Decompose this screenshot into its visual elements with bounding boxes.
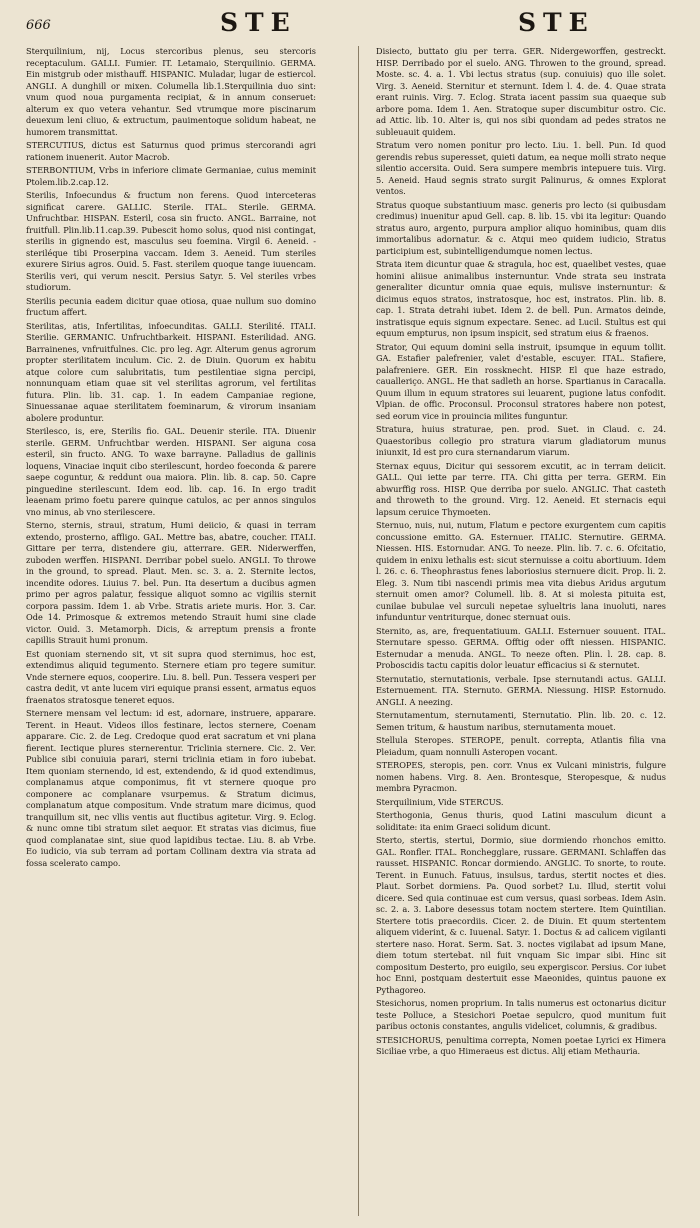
entry: Strator, Qui equum domini sella instruit, ipsumque in equum tollit. GA. Estafier palefrenier, valet d'estable, escuyer. ITAL. Stafiere, palafreniere. GER. Ein rossknecht. HISP. El que haze estrado, caualleriço. ANGL. He that sadleth an horse. Spartianus in Caracalla. Quum illum in equum stratores sui leuarent, pugione latus confodit. Vlpian. de offic. Proconsul. Proconsul stratores habere non potest, sed eorum vice in prouincia milites funguntur. [376, 341, 666, 421]
entry: STESICHORUS, penultima correpta, Nomen poetae Lyrici ex Himera Siciliae vrbe, a quo Himeraeus est dictus. Alij etiam Methauria. [376, 1034, 666, 1056]
entry: Sterto, stertis, stertui, Dormio, siue dormiendo rhonchos emitto. GAL. Ronfler. ITAL. Ronchegglare, russare. GERMANI. Schlaffen das rausset. HISPANIC. Roncar dormiendo. ANGLIC. To snorte, to route. Terent. in Eunuch. Fatuus, insulsus, tardus, stertit noctes et dies. Plaut. Sorbet dormiens. Pa. Quod sorbet? Lu. Illud, stertit volui dicere. Sed quia continuae est cum versus, quasi sorbeas. Idem Asin. sc. 2. a. 3. Labore desessus totam noctem stertere. Item Quintilian. Stertere totis praecordiis. Cicer. 2. de Diuin. Et quum stertentem aliquem viderint, & c. Iuuenal. Satyr. 1. Doctus & ad calicem vigilanti stertere naso. Horat. Serm. Sat. 3. noctes vigilabat ad ipsum Mane, diem totum stertebat. nil fuit vnquam Sic impar sibi. Hinc sit compositum Desterto, pro euigilo, seu expergiscor. Persius. Cor iubet hoc Enni, postquam destertuit esse Maeonides, quintus pauone ex Pythagoreo. [376, 835, 666, 995]
entry: Stratum vero nomen ponitur pro lecto. Liu. 1. bell. Pun. Id quod gerendis rebus superesset, quieti datum, ea neque molli strato neque silentio accersita. Ouid. Sera sumpere membris intepuere tuis. Virg. 5. Aeneid. Haud segnis strato surgit Palinurus, & omnes Explorat ventos. [376, 140, 666, 196]
page-header [0, 8, 700, 42]
entry: Sternutamentum, sternutamenti, Sternutatio. Plin. lib. 20. c. 12. Semen tritum, & haustum naribus, sternutamenta mouet. [376, 710, 666, 732]
entry: Sterthogonia, Genus thuris, quod Latini masculum dicunt a soliditate: ita enim Graeci solidum dicunt. [376, 810, 666, 832]
entry: Sternito, as, are, frequentatiuum. GALLI. Esternuer souuent. ITAL. Sternutare spesso. GERMA. Offtig oder offt niessen. HISPANIC. Esternudar a menuda. ANGL. To neeze often. Plin. l. 28. cap. 8. Proboscidis tactu capitis dolor leuatur efficacius si & sternutet. [376, 625, 666, 670]
entry: Sternuo, nuis, nui, nutum, Flatum e pectore exurgentem cum capitis concussione emitto. GA. Esternuer. ITALIC. Sternutire. GERMA. Niessen. HIS. Estornudar. ANG. To neeze. Plin. lib. 7. c. 6. Ofcitatio, quidem in enixu lethalis est: sicut sternuisse a coitu abortiuum. Idem l. 26. c. 6. Theophrastus fenes laboriosius sternuere dicit. Prop. li. 2. Eleg. 3. Num tibi nascendi primis mea vita diebus Aridus argutum sternuit omen amor? Columell. lib. 8. At si molesta pituita est, cunilae bubulae vel surculi nepetae sylueltris lana inuoluti, nares infunduntur ventriturque, donec sternuat ouis. [376, 520, 666, 622]
entry: STERBONTIUM, Vrbs in inferiore climate Germaniae, cuius meminit Ptolem.lib.2.cap.12. [26, 165, 316, 187]
entry: Sternere mensam vel lectum: id est, adornare, instruere, apparare. Terent. in Heaut. Videos illos festinare, lectos sternere, Coenam apparare. Cic. 2. de Leg. Credoque quod erat sacratum et vni plana fierent. Iectique plures sternerentur. Triclinia sternere. Cic. 2. Ver. Publice sibi conuiuia parari, sterni triclinia etiam in foro iubebat. Item quoniam sternendo, id est, extendendo, & id quod extendimus, complanamus atque componimus, fit vt sternere quoque pro componere ac complanare vsurpemus. & Stratum dicimus, complanatum atque compositum. Vnde stratum mare dicimus, quod tranquillum sit, nec vllis ventis aut fluctibus agitetur. Virg. 9. Eclog. & nunc omne tibi stratum silet aequor. Et stratas vias dicimus, fiue quod complanatae sint, siue quod lapidibus tectae. Liu. 8. ab Vrbe. Eo iudicio, via sub terram ad portam Collinam dextra via strata ad fossa scelerato campo. [26, 708, 316, 868]
entry: Disiecto, buttato giu per terra. GER. Nidergeworffen, gestreckt. HISP. Derribado por el suelo. ANG. Throwen to the ground, spread. Moste. sc. 4. a. 1. Vbi lectus stratus (sup. conuiuis) quo ille solet. Virg. 3. Aeneid. Sternitur et sternunt. Idem l. 4. de. 4. Quae strata erant ruinis. Virg. 7. Eclog. Strata iacent passim sua quaeque sub arbore poma. Idem 1. Aen. Stratoque super discumbitur ostro. Cic. ad Attic. lib. 10. Alter is, qui nos sibi quondam ad pedes stratos ne subleuauit quidem. [376, 46, 666, 137]
entry: Stratus quoque substantiuum masc. generis pro lecto (si quibusdam credimus) inuenitur apud Gell. cap. 8. lib. 15. vbi ita legitur: Quando stratus auro, argento, purpura amplior aliquo hominibus, quam diis immortalibus adornatur. & c. Atqui meo quidem iudicio, Stratus participium est, subintelligendumque nomen lectus. [376, 199, 666, 256]
entry: Sternax equus, Dicitur qui sessorem excutit, ac in terram deiicit. GALL. Qui iette par terre. ITA. Chi gitta per terra. GERM. Ein abwurffig ross. HISP. Que derriba por suelo. ANGLIC. That casteth and throweth to the ground. Virg. 12. Aeneid. Et sternacis equi lapsum ceruice Thymoeten. [376, 460, 666, 517]
entry: Stratura, huius straturae, pen. prod. Suet. in Claud. c. 24. Quaestoribus collegio pro stratura viarum gladiatorum munus iniunxit, Id est pro cura sternandarum viarum. [376, 424, 666, 457]
entry: Est quoniam sternendo sit, vt sit supra quod sternimus, hoc est, extendimus aliquid tegumento. Sternere etiam pro tegere sumitur. Vnde sternere equos, cooperire. Liu. 8. bell. Pun. Tessera vesperi per castra dedit, vt ante lucem viri equique pransi essent, armatus equos fraenatos stratosque teneret equos. [26, 648, 316, 705]
entry: STEROPES, steropis, pen. corr. Vnus ex Vulcani ministris, fulgure nomen habens. Virg. 8. Aen. Brontesque, Steropesque, & nudus membra Pyracmon. [376, 760, 666, 793]
entry: Sternutatio, sternutationis, verbale. Ipse sternutandi actus. GALLI. Esternuement. ITA. Sternuto. GERMA. Niessung. HISP. Estornudo. ANGLI. A neezing. [376, 673, 666, 707]
entry: Strata item dicuntur quae & stragula, hoc est, quaelibet vestes, quae homini aliisue animalibus insternuntur. Vnde strata seu instrata generaliter dicuntur omnia quae equis, mulisve insternuntur: & dicimus equos stratos, instratosque, hoc est, instratos. Plin. lib. 8. cap. 1. Strata detrahi iubet. Idem 2. de bell. Pun. Armatos deinde, instratisque equis signum expectare. Senec. ad Lucil. Stultus est qui equum empturus, non ipsum inspicit, sed stratum eius & fraenos. [376, 259, 666, 338]
page-number: 666 [26, 18, 51, 33]
entry: Stesichorus, nomen proprium. In talis numerus est octonarius dicitur teste Polluce, a Stesichori Poetae sepulcro, quod munitum fuit paribus octonis constantes, angulis videlicet, columnis, & gradibus. [376, 998, 666, 1031]
entry: Sterilis, Infoecundus & fructum non ferens. Quod interceteras significat carere. GALLIC. Sterile. ITAL. Sterile. GERMA. Unfruchtbar. HISPAN. Esteril, cosa sin fructo. ANGL. Barraine, not fruitfull. Plin.lib.11.cap.39. Pubescit homo solus, quod nisi contingat, sterilis in gignendo est, masculus seu foemina. Virgil 6. Aeneid. - steriléque tibi Proserpina vaccam. Idem 3. Aeneid. Tum steriles exurere Sirius agros. Ouid. 5. Fast. sterilem quoque tange iuuencam. Sterilis veri, qui verum nescit. Persius Satyr. 5. Vel steriles vrbes studiorum. [26, 190, 316, 292]
entry: Sterno, sternis, straui, stratum, Humi deiicio, & quasi in terram extendo, prosterno, affligo. GAL. Mettre bas, abatre, coucher. ITALI. Gittare per terra, distendere giu, atterrare. GER. Niderwerffen, zuboden werffen. HISPANI. Derribar pobel suelo. ANGLI. To throwe in the ground, to spread. Plaut. Men. sc. 3. a. 2. Sternite lectos, incendite odores. Liuius 7. bel. Pun. Ita desertum a ducibus agmen primo per agros palatur, fessique aliquot somno ac vigiliis sternit corpora passim. Idem 1. ab Vrbe. Stratis ariete muris. Hor. 3. Car. Ode 14. Primosque & extremos metendo Strauit humi sine clade victor. Ouid. 3. Metamorph. Dicis, & arreptum prensis a fronte capillis Strauit humi pronum. [26, 520, 316, 645]
running-headword-left: STE [220, 8, 297, 37]
right-column [376, 46, 666, 1218]
entry: Stellula Steropes. STEROPE, penult. correpta, Atlantis filia vna Pleiadum, quam nonnulli Asteropen vocant. [376, 735, 666, 757]
entry: Sterilesco, is, ere, Sterilis fio. GAL. Deuenir sterile. ITA. Diuenir sterile. GERM. Unfruchtbar werden. HISPANI. Ser aiguna cosa esteril, sin fructo. ANG. To waxe barrayne. Palladius de gallinis loquens, Vinaciae inquit cibo sterilescunt, hordeo foeconda & parere saepe coguntur, & reddunt oua maiora. Plin. lib. 8. cap. 50. Capre pinguedine sterilescunt. Idem eod. lib. cap. 16. In ergo tradit leaenam primo foetu parere quinque catulos, ac per annos singulos vno minus, ab vno sterilescere. [26, 426, 316, 517]
left-column [26, 46, 316, 1218]
entry: Sterquilinium, Vide STERCUS. [376, 796, 504, 807]
column-divider [358, 46, 359, 1216]
entry: Sterilis pecunia eadem dicitur quae otiosa, quae nullum suo domino fructum affert. [26, 295, 316, 317]
entry: Sterquilinium, nij, Locus stercoribus plenus, seu stercoris receptaculum. GALLI. Fumier. IT. Letamaio, Sterquilinio. GERMA. Ein mistgrub oder misthauff. HISPANIC. Muladar, lugar de estiercol. ANGLI. A dunghill or mixen. Columella lib.1.Sterquilinia duo sint: vnum quod noua purgamenta recipiat, & in annum conseruet: alterum ex quo vetera vehantur. Sed vtrumque more piscinarum deuexum leni cliuo, & extructum, pauimentoque solidum habeat, ne humorem transmittat. [26, 46, 316, 137]
running-headword-right: STE [518, 8, 595, 37]
entry: Sterilitas, atis, Infertilitas, infoecunditas. GALLI. Sterilité. ITALI. Sterilie. GERMANIC. Unfruchtbarkeit. HISPANI. Esterilidad. ANG. Barrainenes, vnfruitfulnes. Cic. pro leg. Agr. Alterum genus agrorum propter sterilitatem inculum. Cic. 2. de Diuin. Quorum ex habitu atque colore cum salubritatis, tum pestilentiae signa percipi, nonnunquam etiam quae sit vel sterilitas agrorum, vel fertilitas futura. Plin. lib. 31. cap. 1. In eadem Campaniae regione, Sinuessanae aquae sterilitatem foeminarum, & virorum insaniam abolere produntur. [26, 320, 316, 423]
entry: STERCUTIUS, dictus est Saturnus quod primus stercorandi agri rationem inuenerit. Autor Macrob. [26, 140, 316, 162]
